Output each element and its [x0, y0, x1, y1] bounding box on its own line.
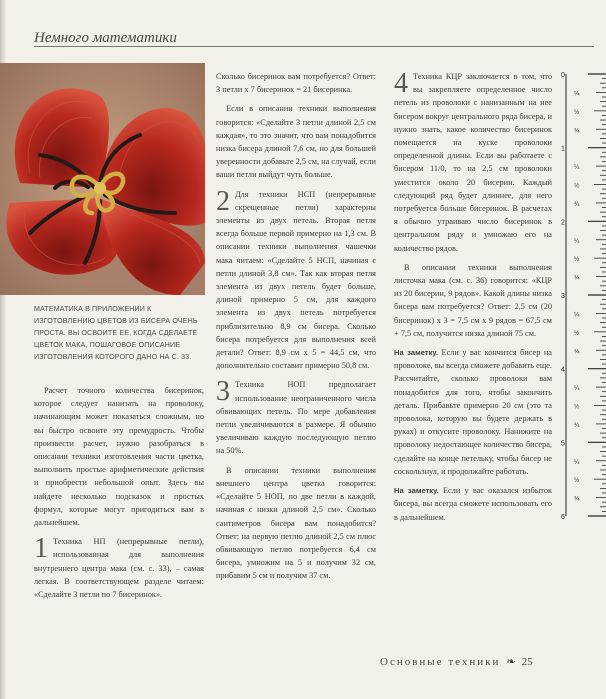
ruler-inch-label: 4 — [561, 366, 565, 374]
text-column-3 — [394, 70, 552, 530]
technique-nsp-paragraph — [216, 185, 376, 373]
ruler-fraction-label: ½ — [574, 329, 580, 337]
technique-nop-paragraph — [216, 378, 376, 457]
technique-np-paragraph — [34, 535, 204, 601]
inch-ruler — [558, 70, 606, 530]
ruler-fraction-label: ¾ — [574, 200, 580, 208]
note-text-2: Если у вас оказался избыток бисера, вы всегда сможете использовать его в дальнейшем. — [394, 486, 552, 522]
note-label-1: На заметку. — [394, 348, 439, 358]
step-number-2: 2 — [216, 185, 230, 217]
ruler-fraction-label: ¼ — [574, 164, 580, 172]
step-number-1: 1 — [34, 533, 48, 565]
ruler-fraction-label: ¼ — [574, 385, 580, 393]
ruler-inch-label: 2 — [561, 219, 565, 227]
note-text-1: Если у вас кончится бисер на проволоке, вы всегда сможете добавить еще. Рассчитайте, сколько проволоки вам понадобится для того, чтобы закончить деталь. Прибавьте примерно 20 см (это та проволока, которую вы будете держать в руках) и откусите проволоку. Нанижите на проволоку недостающее количество бисера, сделайте на конце петельку, чтобы бисер не соскользнул, и продолжайте работать. — [394, 348, 552, 476]
loop-length-paragraph: Если в описании техники выполнения говорится: «Сделайте 3 петли длиной 2,5 см каждая», то это значит, что вам понадобится низка бисера длиной 7,6 см, но для большей уверенности добавьте 2,5 см, на случай, если ваши петли выйдут чуть больше. — [216, 104, 376, 180]
ruler-fraction-label: ¼ — [574, 90, 580, 98]
technique-np-text: Техника НП (непрерывные петли), использованная для выполнения внутреннего центра мака (см. с. 33), – самая легкая. В соответствующем разделе читаем: «Сделайте 3 петли по 7 бисеринок». — [34, 537, 204, 600]
ruler-inch-label: 1 — [561, 145, 565, 153]
ruler-fraction-label: ½ — [574, 182, 580, 190]
running-header: Немного математики — [34, 30, 177, 46]
header-rule — [34, 46, 594, 47]
ruler-inch-label: 6 — [561, 514, 565, 521]
leaf-description-paragraph: В описании техники выполнения листочка мака (см. с. 36) говорится: «КЦР из 20 бисерин, 9 рядов». Какой длины низка бисера вам потребуется? Ответ: 2,5 см (20 бисеринок) х 3 = 7,5 см х 9 рядов = 67,5 см + 7,5 см, получится низка длиной 75 см. — [394, 262, 552, 338]
photo-caption: МАТЕМАТИКА В ПРИЛОЖЕНИИ К ИЗГОТОВЛЕНИЮ ЦВЕТОВ ИЗ БИСЕРА ОЧЕНЬ ПРОСТА. ВЫ ОСВОИТЕ ЕЕ, КОГДА СДЕЛАЕТЕ ЦВЕТОК МАКА, ПОШАГОВОЕ ОПИСАНИЕ ИЗГОТОВЛЕНИЯ КОТОРОГО ДАНО НА С. 33. — [34, 305, 198, 361]
ruler-fraction-label: ½ — [574, 477, 580, 485]
footer-section-title: Основные техники — [380, 656, 501, 668]
note-paragraph-1 — [394, 346, 552, 478]
footer-ornament-icon: ❧ — [506, 656, 516, 668]
intro-paragraph: Расчет точного количества бисеринок, которое следует нанизать на проволоку, начинающим может показаться сложным, но вы быстро освоите эту премудрость. Чтобы произвести расчет, нужно разобраться в описании техники изготовления части цветка, выполнить простые арифметические действия и приобрести небольшой опыт. Здесь вы найдете несколько подсказок и простых формул, которые могут пригодиться вам в дальнейшем. — [34, 386, 204, 528]
outer-center-paragraph: В описании техники выполнения внешнего центра цветка говорится: «Сделайте 5 НОП, по две петли в каждой, начиная с низки длиной 2,5 см». Сколько сантиметров бисера вам понадобится? Ответ: на первую петлю длиной 2,5 см плюс обвивающую петлю потребуется 6,4 см бисера, умножим на 5 и получим 32 см, прибавим 5 см и получим 37 см. — [216, 465, 376, 581]
technique-kcr-paragraph — [394, 70, 552, 255]
ruler-fraction-label: ¾ — [574, 274, 580, 282]
ruler-fraction-label: ¾ — [574, 495, 580, 503]
ruler-fraction-label: ¼ — [574, 237, 580, 245]
note-paragraph-2 — [394, 484, 552, 524]
ruler-fraction-label: ½ — [574, 256, 580, 264]
step-number-4: 4 — [394, 68, 408, 99]
note-label-2: На заметку. — [394, 486, 439, 496]
ruler-fraction-label: ¾ — [574, 127, 580, 135]
ruler-inch-label: 3 — [561, 293, 565, 300]
text-column-1 — [34, 384, 204, 607]
ruler-inch-label: 5 — [561, 440, 565, 448]
page-number: 25 — [521, 656, 533, 668]
ruler-fraction-label: ¼ — [574, 311, 580, 319]
ruler-inch-label: 0 — [561, 72, 565, 79]
technique-nsp-text: Для техники НСП (непрерывные скрещенные петли) характерны элементы из двух петель. Вторая петля всегда больше первой примерно на 1,3 см. В описании техники выполнения чашечки мака читаем: «Сделайте 5 НСП, начиная с петли длиной 3,8 см». Так как вторая петля элемента из двух петель будет больше, длиной примерно 5 см, для каждого элемента из двух петель потребуется приблизительно 8,9 см бисера. Сколько бисера потребуется для выполнения всей детали? Ответ: 8,9 см х 5 = 44,5 см, что дополнительно составит примерно 50,8 см. — [216, 189, 376, 371]
poppy-photo — [0, 63, 205, 295]
answer-paragraph: Сколько бисеринок вам потребуется? Ответ: 3 петли х 7 бисеринок = 21 бисеринка. — [216, 72, 376, 95]
step-number-3: 3 — [216, 376, 230, 408]
technique-kcr-text: Техника КЦР заключается в том, что вы закрепляете определенное число петель из проволоки с нанизанным на нее бисером вокруг центрального ряда бисера, и нужно знать, какое количество бисеринок помещается на куске проволоки определенной длины. Если вы работаете с бисером 11/0, то на 2,5 см проволоки уместится около 20 бисерин. Каждый следующий ряд будет длиннее, для него потребуется больше бисеринок. В расчетах я обычно утраиваю число бисеринок в центральном ряду и умножаю его на количество рядов. — [394, 72, 552, 253]
ruler-fraction-label: ¼ — [574, 458, 580, 466]
ruler-fraction-label: ½ — [574, 403, 580, 411]
technique-nop-text: Техника НОП предполагает использование неограниченного числа обвивающих петель. По мере добавления петли увеличиваются в размере. Я обычно увеличиваю каждую последующую петлю на 50%. — [216, 380, 376, 456]
ruler-fraction-label: ¾ — [574, 421, 580, 429]
ruler-fraction-label: ½ — [574, 108, 580, 116]
beaded-poppy-illustration — [0, 63, 205, 295]
text-column-2 — [216, 70, 376, 589]
page-footer — [380, 655, 533, 668]
ruler-fraction-label: ¾ — [574, 348, 580, 356]
